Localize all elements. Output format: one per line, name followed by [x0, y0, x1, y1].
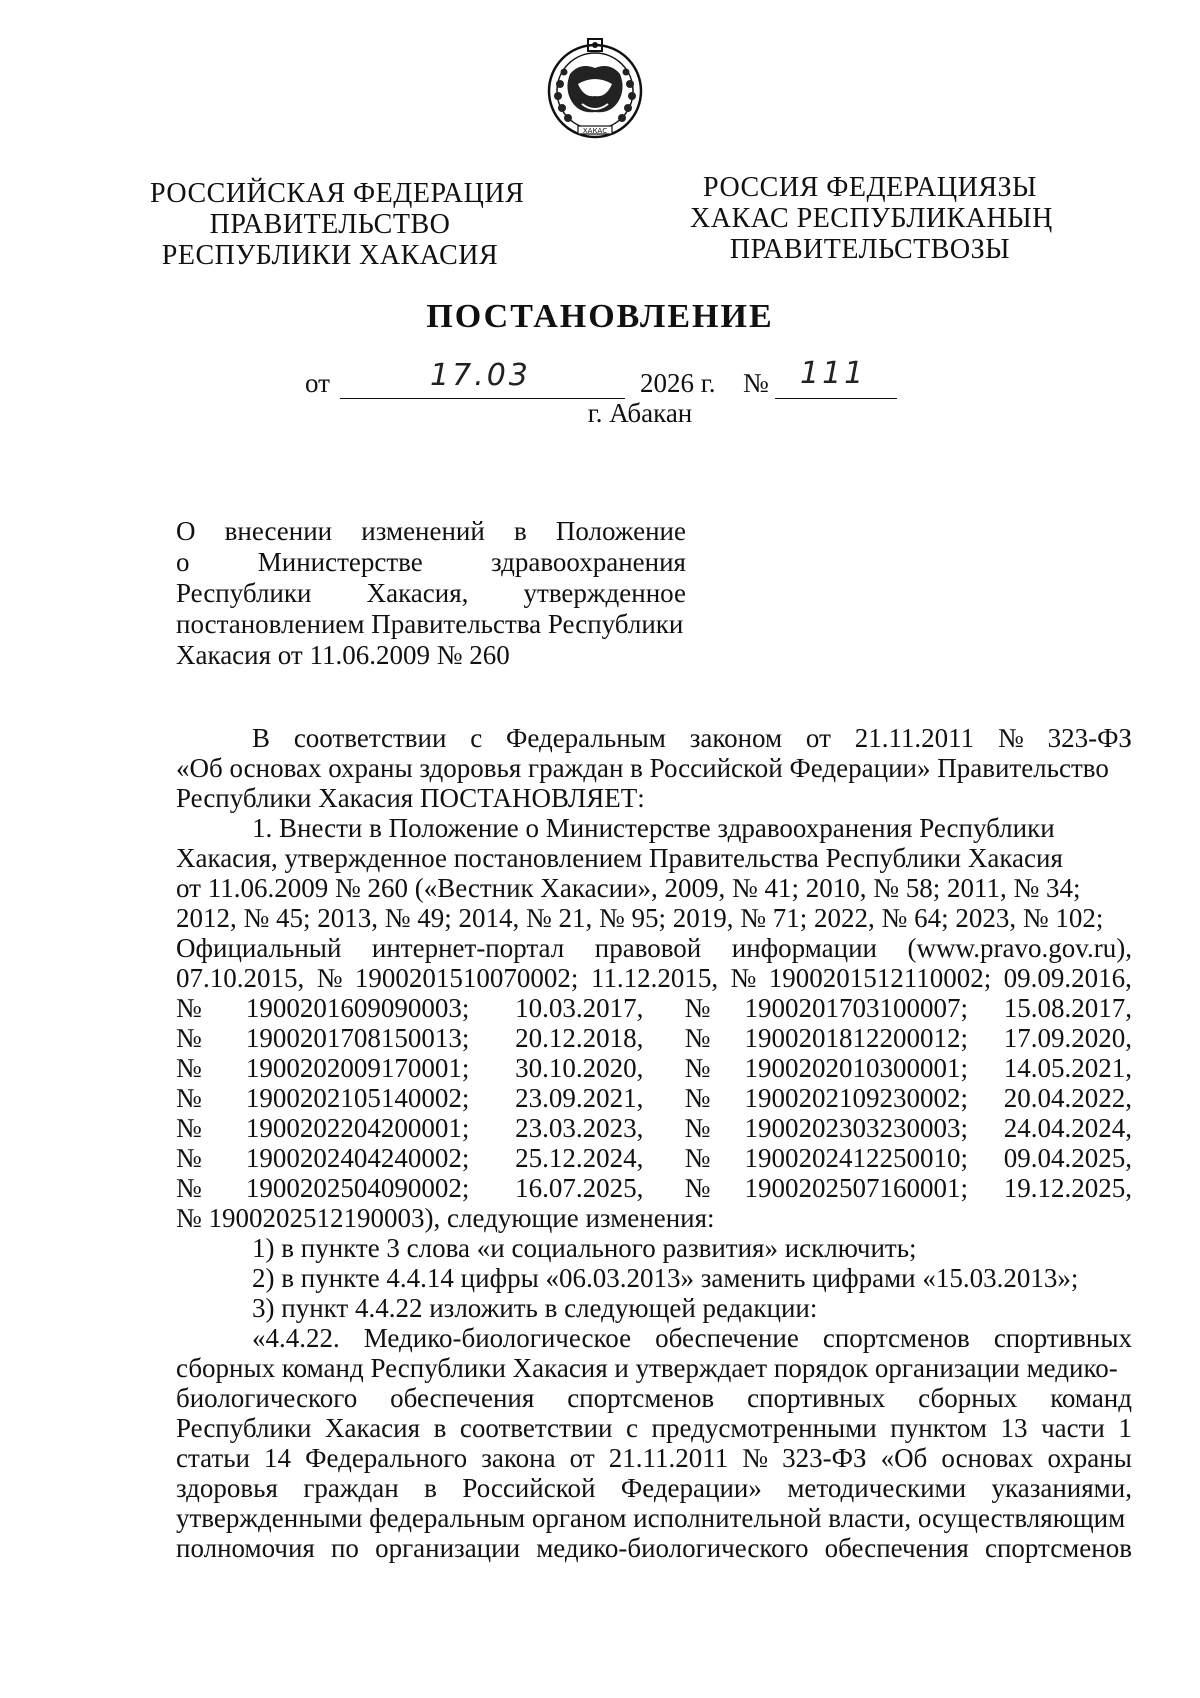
- word: Медико-биологическое: [363, 1323, 632, 1353]
- word: обеспечение: [655, 1323, 799, 1353]
- registry-cell: №: [684, 993, 711, 1023]
- body-line: [176, 1383, 1132, 1413]
- word: спортивных: [747, 1383, 886, 1413]
- word: Федерации»: [620, 1473, 762, 1503]
- change-item: 1) в пункте 3 слова «и социального развития» исключить;: [252, 1233, 917, 1263]
- word: Положение: [555, 516, 686, 546]
- word: 323-ФЗ: [782, 1443, 867, 1473]
- word: 1900201510070002;: [354, 963, 579, 993]
- header-left-line: ПРАВИТЕЛЬСТВО: [209, 209, 451, 240]
- registry-cell: 16.07.2025,: [515, 1173, 644, 1203]
- registry-cell: 1900202404240002;: [245, 1143, 470, 1173]
- word: №: [742, 1443, 769, 1473]
- registry-cell: 1900201708150013;: [245, 1023, 470, 1053]
- document-body: [176, 723, 1132, 1563]
- registry-cell: 10.03.2017,: [515, 993, 644, 1023]
- word: организации: [375, 1533, 521, 1563]
- registry-cell: 20.12.2018,: [515, 1023, 644, 1053]
- change-item: 3) пункт 4.4.22 изложить в следующей редакции:: [252, 1293, 818, 1323]
- word: с: [470, 723, 483, 753]
- word: по: [330, 1533, 359, 1563]
- registry-cell: №: [684, 1113, 711, 1143]
- registry-cell: 09.04.2025,: [1003, 1143, 1133, 1173]
- body-line: [176, 933, 1132, 963]
- registry-cell: 23.09.2021,: [515, 1083, 644, 1113]
- registry-cell: 1900202507160001;: [744, 1173, 968, 1203]
- registry-cell: №: [684, 1023, 711, 1053]
- registry-cell: 1900202504090002;: [245, 1173, 470, 1203]
- body-line: Хакасия, утвержденное постановлением Правительства Республики Хакасия: [176, 843, 1063, 873]
- registry-cell: 17.09.2020,: [1003, 1023, 1133, 1053]
- year-label: 2026 г.: [640, 368, 716, 398]
- svg-text:ХАКАС: ХАКАС: [582, 127, 608, 135]
- registry-row: [176, 1173, 1132, 1203]
- body-line: [176, 723, 1132, 753]
- subject-line: [176, 547, 686, 578]
- word: Хакасия: [325, 1413, 421, 1443]
- number-sign: №: [743, 368, 769, 398]
- subject-line: [176, 578, 686, 609]
- body-line: 1. Внести в Положение о Министерстве здравоохранения Республики: [252, 813, 1055, 843]
- word: внесении: [224, 516, 333, 546]
- header-left-line: РОССИЙСКАЯ ФЕДЕРАЦИЯ: [150, 178, 525, 209]
- word: правовой: [594, 933, 702, 963]
- word: Российской: [462, 1473, 596, 1503]
- word: законом: [689, 723, 783, 753]
- word: полномочия: [176, 1533, 315, 1563]
- word: спортсменов: [984, 1533, 1132, 1563]
- registry-cell: 1900202009170001;: [245, 1053, 470, 1083]
- word: информации: [731, 933, 877, 963]
- word: спортсменов: [822, 1323, 970, 1353]
- document-title: ПОСТАНОВЛЕНИЕ: [426, 298, 774, 335]
- word: Официальный: [176, 933, 342, 963]
- registry-cell: 23.03.2023,: [515, 1113, 644, 1143]
- body-line: 2012, № 45; 2013, № 49; 2014, № 21, № 95; 2019, № 71; 2022, № 64; 2023, № 102;: [176, 903, 1104, 933]
- header-right-line: РОССИЯ ФЕДЕРАЦИЯЗЫ: [703, 172, 1037, 203]
- word: граждан: [303, 1473, 399, 1503]
- registry-cell: №: [176, 1053, 202, 1083]
- city-label: г. Абакан: [587, 398, 693, 428]
- body-line: от 11.06.2009 № 260 («Вестник Хакасии», 2009, № 41; 2010, № 58; 2011, № 34;: [176, 873, 1081, 903]
- header-right: [690, 172, 1053, 265]
- word: 21.11.2011: [608, 1443, 729, 1473]
- word: соответствии: [293, 723, 447, 753]
- word: О: [176, 516, 196, 546]
- header-left-line: РЕСПУБЛИКИ ХАКАСИЯ: [161, 240, 499, 271]
- registry-cell: 1900202010300001;: [744, 1053, 968, 1083]
- header-right-line: ХАКАС РЕСПУБЛИКАНЫҢ: [690, 203, 1053, 234]
- registry-cell: 1900201703100007;: [744, 993, 968, 1023]
- word: обеспечения: [390, 1383, 535, 1413]
- word: «Об: [880, 1443, 928, 1473]
- registry-cell: №: [176, 1173, 202, 1203]
- registry-row: [176, 993, 1132, 1023]
- word: (www.pravo.gov.ru),: [907, 933, 1132, 963]
- registry-row: [176, 1113, 1132, 1143]
- word: от: [569, 1443, 595, 1473]
- word: охраны: [1047, 1443, 1132, 1473]
- word: медико-биологического: [536, 1533, 809, 1563]
- word: от: [805, 723, 831, 753]
- registry-cell: 14.05.2021,: [1003, 1053, 1133, 1083]
- word: интернет-портал: [371, 933, 565, 963]
- word: В: [252, 723, 271, 753]
- word: 11.12.2015,: [590, 963, 719, 993]
- subject-line: Хакасия от 11.06.2009 № 260: [176, 640, 510, 670]
- registry-row: [176, 1023, 1132, 1053]
- registry-cell: 24.04.2024,: [1003, 1113, 1133, 1143]
- word: в: [433, 1413, 447, 1443]
- body-line: [176, 963, 1132, 993]
- word: изменений: [361, 516, 485, 546]
- body-line: [176, 1473, 1132, 1503]
- body-line: [176, 1323, 1132, 1353]
- date-prefix: от: [305, 368, 330, 398]
- word: закона: [481, 1443, 556, 1473]
- word: Республики: [176, 1413, 312, 1443]
- registry-cell: 1900202303230003;: [744, 1113, 968, 1143]
- registry-cell: 1900201812200012;: [744, 1023, 968, 1053]
- word: команд: [1050, 1383, 1132, 1413]
- word: соответствии: [459, 1413, 613, 1443]
- body-line: [176, 1443, 1132, 1473]
- body-line: [176, 1413, 1132, 1443]
- subject-block: [176, 516, 686, 671]
- registry-cell: 1900201609090003;: [245, 993, 470, 1023]
- registry-cell: 19.12.2025,: [1003, 1173, 1133, 1203]
- word: здравоохранения: [490, 547, 686, 577]
- word: Федеральным: [506, 723, 666, 753]
- word: статьи: [176, 1443, 250, 1473]
- registry-cell: №: [176, 993, 202, 1023]
- word: сборных: [918, 1383, 1018, 1413]
- registry-cell: №: [684, 1173, 711, 1203]
- word: 1900201512110002;: [768, 963, 992, 993]
- body-line: «Об основах охраны здоровья граждан в Российской Федерации» Правительство: [176, 753, 1109, 783]
- registry-cell: №: [176, 1113, 202, 1143]
- change-item: 2) в пункте 4.4.14 цифры «06.03.2013» заменить цифрами «15.03.2013»;: [252, 1263, 1079, 1293]
- registry-cell: 15.08.2017,: [1003, 993, 1133, 1023]
- number-handwritten: 111: [800, 356, 867, 391]
- word: Министерстве: [257, 547, 423, 577]
- word: Хакасия,: [366, 578, 469, 608]
- registry-cell: №: [684, 1083, 711, 1113]
- word: предусмотренными: [651, 1413, 877, 1443]
- header-right-line: ПРАВИТЕЛЬСТВОЗЫ: [729, 234, 1011, 265]
- word: в: [424, 1473, 437, 1503]
- registry-cell: 1900202109230002;: [744, 1083, 968, 1113]
- word: основах: [941, 1443, 1034, 1473]
- word: Республики: [176, 578, 312, 608]
- word: 07.10.2015,: [176, 963, 305, 993]
- word: части: [1041, 1413, 1105, 1443]
- word: биологического: [176, 1383, 358, 1413]
- word: указаниями,: [991, 1473, 1132, 1503]
- registry-cell: №: [176, 1143, 202, 1173]
- registry-cell: 1900202204200001;: [245, 1113, 470, 1143]
- word: пунктом: [890, 1413, 987, 1443]
- registry-cell: 30.10.2020,: [515, 1053, 644, 1083]
- word: спортсменов: [567, 1383, 715, 1413]
- word: №: [998, 723, 1024, 753]
- body-line: № 1900202512190003), следующие изменения:: [176, 1203, 715, 1233]
- word: №: [730, 963, 757, 993]
- registry-cell: 20.04.2022,: [1003, 1083, 1133, 1113]
- word: «4.4.22.: [252, 1323, 340, 1353]
- word: 21.11.2011: [854, 723, 975, 753]
- header-left: [150, 178, 525, 271]
- word: Федерального: [305, 1443, 468, 1473]
- word: в: [513, 516, 527, 546]
- word: 13: [1000, 1413, 1028, 1443]
- body-line: [176, 1533, 1132, 1563]
- body-line: Республики Хакасия ПОСТАНОВЛЯЕТ:: [176, 783, 645, 813]
- word: №: [316, 963, 343, 993]
- word: спортивных: [993, 1323, 1132, 1353]
- word: 09.09.2016,: [1003, 963, 1132, 993]
- word: методическими: [787, 1473, 967, 1503]
- registry-cell: 1900202412250010;: [744, 1143, 968, 1173]
- word: 323-ФЗ: [1047, 723, 1132, 753]
- word: с: [625, 1413, 638, 1443]
- word: о: [176, 547, 190, 577]
- body-line: сборных команд Республики Хакасия и утверждает порядок организации медико-: [176, 1353, 1118, 1383]
- registry-cell: №: [176, 1083, 202, 1113]
- registry-row: [176, 1083, 1132, 1113]
- coat-of-arms-icon: [540, 34, 650, 144]
- subject-line: [176, 516, 686, 547]
- word: здоровья: [176, 1473, 278, 1503]
- date-handwritten: 17.03: [430, 358, 531, 393]
- registry-cell: 25.12.2024,: [515, 1143, 644, 1173]
- registry-cell: №: [684, 1143, 711, 1173]
- registry-row: [176, 1143, 1132, 1173]
- registry-cell: 1900202105140002;: [245, 1083, 470, 1113]
- word: 1: [1118, 1413, 1132, 1443]
- registry-cell: №: [176, 1023, 202, 1053]
- registry-row: [176, 1053, 1132, 1083]
- subject-line: постановлением Правительства Республики: [176, 609, 684, 639]
- word: обеспечения: [824, 1533, 969, 1563]
- word: 14: [264, 1443, 292, 1473]
- word: утвержденное: [523, 578, 686, 608]
- registry-cell: №: [684, 1053, 711, 1083]
- body-line: утвержденными федеральным органом исполнительной власти, осуществляющим: [176, 1503, 1126, 1533]
